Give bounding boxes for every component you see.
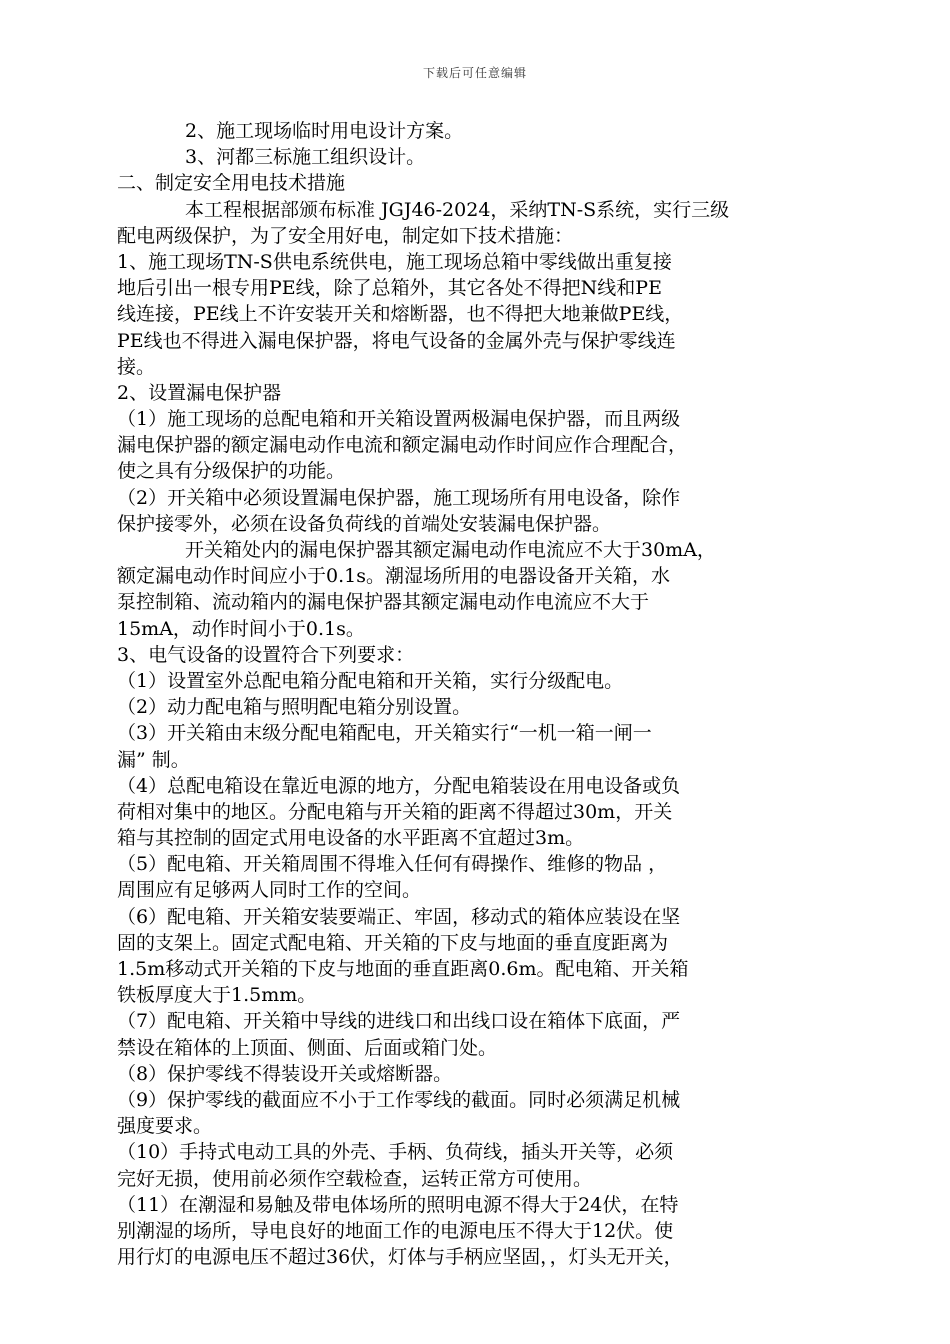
- text-line: 3、河都三标施工组织设计。: [185, 146, 426, 169]
- text-line: 3、电气设备的设置符合下列要求：: [117, 643, 415, 666]
- text-line: 禁设在箱体的上顶面、侧面、后面或箱门处。: [117, 1036, 498, 1059]
- text-line: （5）配电箱、开关箱周围不得堆入任何有碍操作、维修的物品 ，: [117, 853, 668, 876]
- text-line: 15mA，动作时间小于0.1s。: [117, 617, 365, 640]
- text-line: （10）手持式电动工具的外壳、手柄、负荷线，插头开关等，必须: [117, 1141, 674, 1164]
- text-line: 1.5m移动式开关箱的下皮与地面的垂直距离0.6m。配电箱、开关箱: [117, 958, 689, 980]
- text-line: 接。: [117, 355, 156, 378]
- text-line: 2、设置漏电保护器: [117, 381, 282, 404]
- text-line: 箱与其控制的固定式用电设备的水平距离不宜超过3m。: [117, 827, 585, 850]
- text-line: 漏” 制。: [117, 748, 190, 771]
- text-line: PE线也不得进入漏电保护器，将电气设备的金属外壳与保护零线连: [117, 329, 676, 352]
- text-line: 线连接，PE线上不许安装开关和熔断器，也不得把大地兼做PE线，: [117, 303, 684, 326]
- text-line: 强度要求。: [117, 1115, 213, 1138]
- text-line: （3）开关箱由末级分配电箱配电，开关箱实行“一机一箱一闸一: [117, 722, 652, 745]
- text-line: 保护接零外，必须在设备负荷线的首端处安装漏电保护器。: [117, 512, 612, 535]
- text-line: 用行灯的电源电压不超过36伏，灯体与手柄应坚固，，灯头无开关，: [117, 1246, 683, 1269]
- text-line: 漏电保护器的额定漏电动作电流和额定漏电动作时间应作合理配合，: [117, 434, 688, 457]
- text-line: （9）保护零线的截面应不小于工作零线的截面。同时必须满足机械: [117, 1088, 681, 1111]
- text-line: 开关箱处内的漏电保护器其额定漏电动作电流应不大于30mA，: [185, 539, 716, 561]
- text-line: （2）开关箱中必须设置漏电保护器，施工现场所有用电设备，除作: [117, 486, 681, 509]
- text-line: （4）总配电箱设在靠近电源的地方，分配电箱装设在用电设备或负: [117, 774, 681, 797]
- text-line: 荷相对集中的地区。分配电箱与开关箱的距离不得超过30m，开关: [117, 800, 673, 823]
- text-line: 周围应有足够两人同时工作的空间。: [117, 879, 422, 902]
- document-body: [117, 118, 833, 1270]
- text-line: （8）保护零线不得装设开关或熔断器。: [117, 1062, 453, 1085]
- text-line: 1、施工现场TN-S供电系统供电，施工现场总箱中零线做出重复接: [117, 250, 672, 273]
- text-line: （2）动力配电箱与照明配电箱分别设置。: [117, 696, 472, 719]
- text-line: 2、施工现场临时用电设计方案。: [185, 120, 464, 142]
- text-line: （7）配电箱、开关箱中导线的进线口和出线口设在箱体下底面，严: [117, 1010, 681, 1033]
- text-line: 泵控制箱、流动箱内的漏电保护器其额定漏电动作电流应不大于: [117, 591, 650, 614]
- text-line: 配电两级保护，为了安全用好电，制定如下技术措施：: [117, 224, 574, 247]
- text-line: 使之具有分级保护的功能。: [117, 460, 346, 483]
- text-line: 完好无损，使用前必须作空载检查，运转正常方可使用。: [117, 1167, 593, 1190]
- download-note: 下载后可任意编辑: [422, 66, 527, 80]
- text-line: 地后引出一根专用PE线，除了总箱外，其它各处不得把N线和PE: [117, 277, 662, 300]
- text-line: 二、制定安全用电技术措施: [117, 172, 346, 195]
- text-line: （11）在潮湿和易触及带电体场所的照明电源不得大于24伏，在特: [117, 1193, 679, 1216]
- text-line: （1）施工现场的总配电箱和开关箱设置两极漏电保护器，而且两级: [117, 408, 681, 431]
- text-line: 本工程根据部颁布标准 JGJ46-2024，采纳TN-S系统，实行三级: [185, 198, 730, 221]
- text-line: 固的支架上。固定式配电箱、开关箱的下皮与地面的垂直度距离为: [117, 931, 669, 954]
- text-line: 额定漏电动作时间应小于0.1s。潮湿场所用的电器设备开关箱，水: [117, 565, 670, 588]
- text-line: （1）设置室外总配电箱分配电箱和开关箱，实行分级配电。: [117, 669, 624, 692]
- text-line: 铁板厚度大于1.5mm。: [117, 984, 317, 1007]
- text-line: 别潮湿的场所，导电良好的地面工作的电源电压不得大于12伏。使: [117, 1219, 674, 1242]
- text-line: （6）配电箱、开关箱安装要端正、牢固，移动式的箱体应装设在坚: [117, 905, 681, 928]
